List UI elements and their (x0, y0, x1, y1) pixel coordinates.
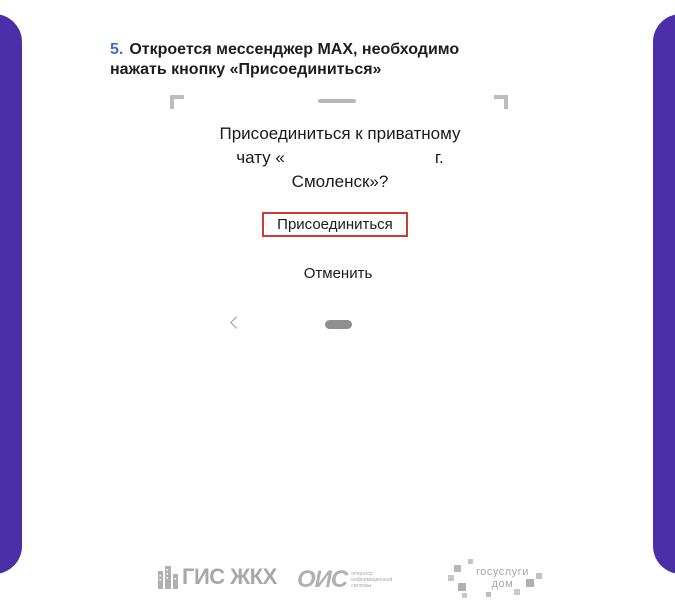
question-line-1: Присоединиться к приватному (219, 124, 461, 143)
frame-corner-right (494, 95, 508, 109)
question-line-2 (195, 146, 485, 170)
bottom-sheet-handle[interactable] (318, 99, 356, 103)
step-number: 5. (110, 41, 124, 58)
nav-home-pill-icon[interactable] (325, 320, 352, 329)
building-icon (157, 565, 179, 589)
frame-corner-left (170, 95, 184, 109)
step-heading (110, 40, 570, 80)
join-dialog-question (195, 122, 485, 194)
join-button[interactable]: Присоединиться (262, 212, 408, 237)
gosuslugi-line-2: дом (491, 578, 514, 590)
right-accent-bar (653, 14, 675, 574)
question-line-2-end: г. (434, 148, 444, 167)
redacted-chat-name (285, 150, 435, 168)
left-accent-bar (0, 14, 22, 574)
question-line-3: Смоленск»? (291, 172, 389, 191)
cancel-button[interactable]: Отменить (278, 262, 398, 284)
gis-zhkh-label: ГИС ЖКХ (182, 564, 277, 589)
gosuslugi-line-1: госуслуги (476, 566, 529, 578)
footer-logos (150, 555, 550, 600)
ois-label: ОИС (297, 566, 348, 593)
ois-caption: оператор информационной системы (351, 571, 393, 589)
question-line-2-start: чату « (236, 148, 285, 167)
gis-zhkh-logo (157, 563, 277, 591)
step-title-line-1: Откроется мессенджер MAX, необходимо (129, 41, 460, 58)
gosuslugi-dom-logo (448, 557, 544, 599)
gosuslugi-dom-label (476, 566, 529, 590)
ois-logo (297, 566, 403, 594)
step-title-line-2: нажать кнопку «Присоединиться» (110, 61, 382, 78)
